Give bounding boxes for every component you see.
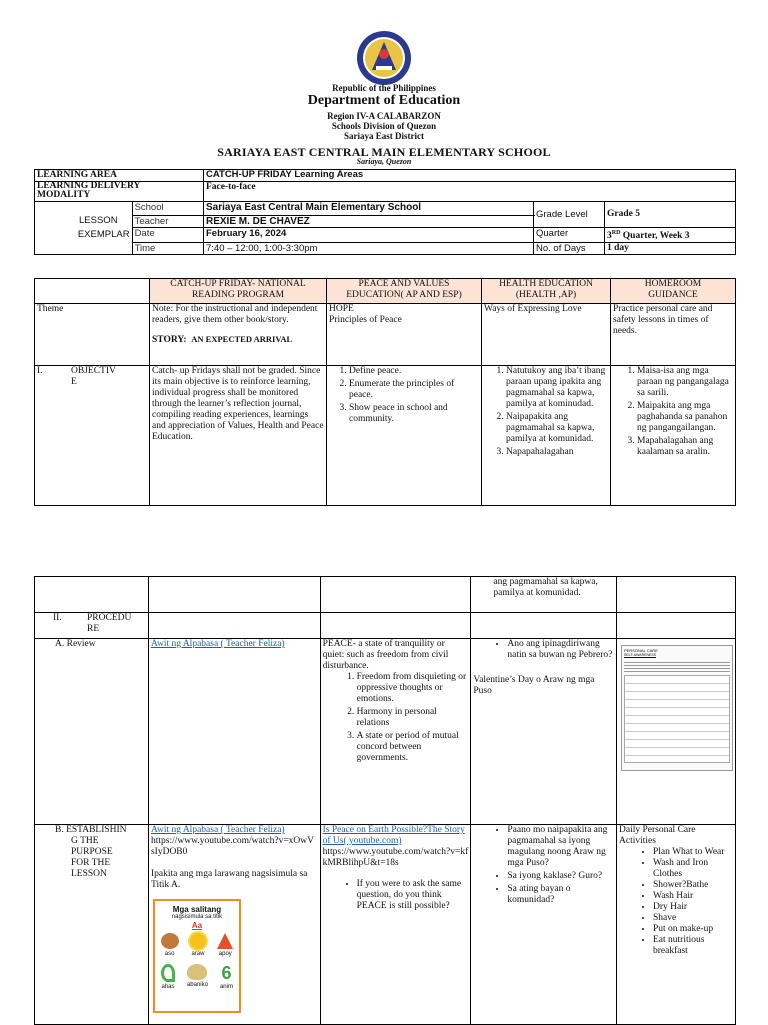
chart-row-2 (155, 964, 239, 993)
theme-peace-cell (327, 304, 482, 366)
establish-health-item: • Paano mo naipapakita ang pagmamahal sa iyong magulang noong Araw ng mga Puso? (507, 825, 614, 869)
personal-care-worksheet-image (621, 645, 733, 771)
review-song-link[interactable]: Awit ng Alpabasa ( Teacher Feliza) (150, 639, 285, 649)
school-title: SARIAYA EAST CENTRAL MAIN ELEMENTARY SCHOOL (217, 145, 551, 159)
objective-label-row (37, 366, 147, 388)
proc-empty-5 (617, 613, 736, 639)
lesson-exemplar-label (35, 202, 133, 255)
establish-label-l3: PURPOSE (71, 847, 113, 857)
chart-row-1 (155, 933, 239, 960)
review-peace-intro: PEACE- a state of tranquility or quiet: such as freedom from civil disturbance. (322, 639, 449, 671)
corner-cell (35, 279, 150, 304)
six-picture-icon: 6 (221, 963, 232, 983)
chart-word: aso (164, 951, 175, 957)
review-health-question: • Ano ang ipinagdiriwang natin sa buwan ng Pebrero? (507, 639, 614, 661)
objective-health-item: 1. Natutukoy ang iba’t ibang paraan upang ipakita ang pagmamahal sa kapwa, pamilya at kominudad. (506, 366, 608, 410)
chart-word: apoy (218, 951, 232, 957)
days-value: 1 day (605, 243, 736, 255)
proc-empty-2 (148, 613, 320, 639)
chart-item (220, 964, 233, 993)
date-value: February 16, 2024 (204, 228, 534, 243)
objective-homeroom-item: 2. Maipakita ang mga paghahanda sa panahon ng pangangailangan. (637, 401, 733, 434)
chart-item (217, 933, 233, 960)
learning-area-label: LEARNING AREA (35, 170, 204, 182)
main-plan-table (34, 278, 736, 506)
quarter-value (605, 228, 736, 243)
objective-label-l2: E (71, 377, 77, 387)
col-health-header (482, 279, 611, 304)
establish-health-cell (471, 825, 617, 1025)
procedure-label-row (37, 613, 146, 635)
delivery-label (35, 182, 204, 202)
review-label: A. Review (35, 639, 149, 825)
col-health-header-l2: (HEALTH ,AP) (515, 290, 577, 300)
objective-homeroom-list (613, 366, 733, 458)
theme-health-cell: Ways of Expressing Love (482, 304, 611, 366)
objective-peace-item: 2. Enumerate the principles of peace. (349, 379, 479, 401)
delivery-label-line2: MODALITY (37, 190, 91, 200)
school-location: Sariaya, Quezon (356, 157, 412, 166)
objective-peace-list (329, 366, 479, 425)
theme-homeroom-cell: Practice personal care and safety lessons in times of needs. (611, 304, 736, 366)
review-homeroom-cell (617, 639, 736, 825)
objective-text (71, 366, 116, 388)
story-line (152, 334, 324, 346)
region-line: Region IV-A CALABARZON (327, 111, 441, 121)
establish-homeroom-item: • Dry Hair (653, 902, 733, 913)
col-reading-header-l2: READING PROGRAM (191, 290, 285, 300)
objective-homeroom-cell (611, 366, 736, 506)
theme-peace-principles: Principles of Peace (329, 315, 402, 325)
teacher-value: REXIE M. DE CHAVEZ (204, 216, 534, 228)
objective-peace-item: 3. Show peace in school and community. (349, 403, 479, 425)
establish-label-l4: FOR THE (71, 858, 111, 868)
chart-item (161, 933, 179, 960)
objective-health-item: 2. Naipapakita ang pagmamahal sa kapwa, pamilya at komunidad. (506, 412, 608, 445)
review-reading-cell (148, 639, 320, 825)
col-homeroom-header-l2: GUIDANCE (648, 290, 698, 300)
teacher-label: Teacher (132, 216, 203, 228)
chart-letter: Aa (191, 921, 203, 930)
chart-word: araw (191, 951, 205, 957)
quarter-rest: Quarter, Week 3 (620, 231, 690, 242)
establish-peace-cell (320, 825, 471, 1025)
time-value: 7:40 – 12:00, 1:00-3:30pm (204, 243, 534, 255)
establish-homeroom-item: • Eat nutritious breakfast (653, 935, 733, 957)
procedure-num: II. (53, 613, 62, 623)
objective-health-item: 3. Napapahalagahan (506, 447, 608, 458)
objective-label-l1: OBJECTIV (71, 366, 116, 376)
grade-label: Grade Level (534, 202, 605, 228)
cont-empty-3 (320, 577, 471, 613)
school-label: School (132, 202, 203, 216)
lesson-label-line1: LESSON (79, 215, 118, 227)
col-peace-header-l1: PEACE AND VALUES (358, 279, 450, 289)
worksheet-title: PERSONAL CARE (624, 648, 658, 653)
deped-seal-logo (356, 30, 412, 86)
date-label: Date (132, 228, 203, 243)
review-health-list (473, 639, 614, 661)
review-health-cell (471, 639, 617, 825)
objective-peace-item: 1. Define peace. (349, 366, 479, 377)
procedure-label (35, 613, 149, 639)
establish-homeroom-item: • Plan What to Wear (653, 847, 733, 858)
objective-label (35, 366, 150, 506)
quarter-sup: RD (611, 230, 621, 236)
chart-item (161, 964, 175, 993)
chart-word: anim (219, 984, 233, 990)
procedure-table (34, 576, 736, 1025)
chart-item (190, 933, 206, 960)
theme-label: Theme (35, 304, 150, 366)
time-label: Time (132, 243, 203, 255)
review-peace-list (323, 672, 469, 764)
cont-empty-1 (35, 577, 149, 613)
col-reading-header (150, 279, 327, 304)
lesson-info-table (34, 169, 736, 255)
establish-homeroom-item: • Wash and Iron Clothes (653, 858, 733, 880)
division-line: Schools Division of Quezon (331, 121, 437, 131)
procedure-text (87, 613, 131, 635)
objective-homeroom-item: 1. Maisa-isa ang mga paraan ng pangangalaga sa sarili. (637, 366, 733, 399)
delivery-label-line1: LEARNING DELIVERY (37, 181, 141, 191)
establish-homeroom-cell (617, 825, 736, 1025)
proc-empty-3 (320, 613, 471, 639)
worksheet-subtitle: SELF-AWARENESS (624, 653, 657, 657)
establish-peace-list (323, 879, 469, 912)
establish-homeroom-title: Daily Personal Care Activities (619, 825, 696, 846)
worksheet-table (624, 675, 730, 763)
establish-label (35, 825, 149, 1025)
col-homeroom-header (611, 279, 736, 304)
chart-title-l1: Mga salitang (172, 905, 222, 914)
cont-empty-2 (148, 577, 320, 613)
establish-reading-text: Ipakita ang mga larawang nagsisimula sa Titik A. (150, 869, 308, 890)
worksheet-paragraph (624, 660, 730, 672)
col-peace-header-l2: EDUCATION( AP AND ESP) (346, 290, 462, 300)
quarter-label: Quarter (534, 228, 605, 243)
establish-health-item: • Sa ating bayan o komunidad? (507, 884, 614, 906)
procedure-label-l2: RE (87, 624, 100, 634)
establish-homeroom-item: • Put on make-up (653, 924, 733, 935)
establish-label-l1: B. ESTABLISHIN (55, 825, 127, 835)
school-value: Sariaya East Central Main Elementary School (204, 202, 534, 216)
district-line: Sariaya East District (344, 131, 424, 141)
establish-label-l5: LESSON (71, 869, 107, 879)
review-peace-item: 3. A state or period of mutual concord between governments. (357, 731, 469, 764)
grade-value: Grade 5 (605, 202, 736, 228)
col-reading-header-l1: CATCH-UP FRIDAY- NATIONAL (170, 279, 306, 289)
theme-peace-hope: HOPE (329, 304, 354, 314)
story-label: STORY: (152, 335, 187, 345)
establish-peace-question: • If you were to ask the same question, do you think PEACE is still possible? (357, 879, 469, 912)
establish-reading-cell (148, 825, 320, 1025)
procedure-label-l1: PROCEDU (87, 613, 132, 623)
dog-picture-icon (161, 933, 179, 949)
objective-homeroom-item: 3. Mapahalagahan ang kaalaman sa aralin. (637, 436, 733, 458)
establish-homeroom-item: • Shower?Bathe (653, 880, 733, 891)
story-title: AN EXPECTED ARRIVAL (191, 334, 293, 344)
region-block (0, 111, 768, 141)
objective-peace-cell (327, 366, 482, 506)
sun-picture-icon (190, 933, 206, 949)
establish-peace-link[interactable]: Is Peace on Earth Possible?The Story of Us( youtube.com) (322, 825, 465, 846)
objective-health-cell (482, 366, 611, 506)
theme-reading-note: Note: For the instructional and independent readers, give them other book/story. (152, 304, 318, 325)
fire-picture-icon (217, 933, 233, 949)
review-health-answer: Valentine’s Day o Araw ng mga Puso (473, 675, 595, 696)
chart-word: ahas (161, 984, 175, 990)
objective-num: I. (37, 366, 43, 376)
proc-empty-4 (471, 613, 617, 639)
establish-homeroom-item: • Shave (653, 913, 733, 924)
review-peace-cell (320, 639, 471, 825)
cont-empty-5 (617, 577, 736, 613)
snake-picture-icon (161, 964, 175, 982)
establish-label-l2: G THE (71, 836, 99, 846)
establish-song-link[interactable]: Awit ng Alpabasa ( Teacher Feliza) (150, 825, 285, 835)
letter-a-chart-image (153, 899, 241, 1013)
establish-homeroom-item: • Wash Hair (653, 891, 733, 902)
col-peace-header (327, 279, 482, 304)
chart-item (187, 964, 208, 993)
objective-health-list (484, 366, 608, 458)
republic-line: Republic of the Philippines (332, 83, 436, 93)
review-peace-item: 1. Freedom from disquieting or oppressive thoughts or emotions. (357, 672, 469, 705)
establish-health-item: • Sa iyong kaklase? Guro? (507, 871, 614, 882)
objective-reading-cell: Catch- up Fridays shall not be graded. Since its main objective is to reinforce learning, individual progress shall be monitored through the learner’s reflection journal, compiling reading experiences, learnings and appreciation of Values, Health and Peace Education. (150, 366, 327, 506)
objective-health-clip (484, 366, 608, 503)
chart-word: abaniko (186, 982, 208, 988)
review-peace-item: 2. Harmony in personal relations (357, 707, 469, 729)
lesson-label-line2: EXEMPLAR (77, 229, 130, 241)
department-title: Department of Education (307, 93, 461, 108)
col-homeroom-header-l1: HOMEROOM (644, 279, 702, 289)
establish-health-list (473, 825, 614, 906)
col-health-header-l1: HEALTH EDUCATION (499, 279, 593, 289)
establish-reading-url[interactable]: https://www.youtube.com/watch?v=xOwVsIyDOB0 (150, 836, 315, 857)
fan-picture-icon (187, 964, 207, 980)
establish-homeroom-list (619, 847, 733, 957)
days-label: No. of Days (534, 243, 605, 255)
theme-reading-cell (150, 304, 327, 366)
chart-title-l2: nagsisimula sa titik (171, 914, 223, 920)
delivery-value: Face-to-face (204, 182, 736, 202)
quarter-num: 3 (607, 231, 612, 242)
health-continuation: ang pagmamahal sa kapwa, pamilya at komunidad. (471, 577, 617, 613)
learning-area-value: CATCH-UP FRIDAY Learning Areas (204, 170, 736, 182)
establish-peace-url[interactable]: https://www.youtube.com/watch?v=kfkMRBlihpU&t=18s (322, 847, 469, 868)
